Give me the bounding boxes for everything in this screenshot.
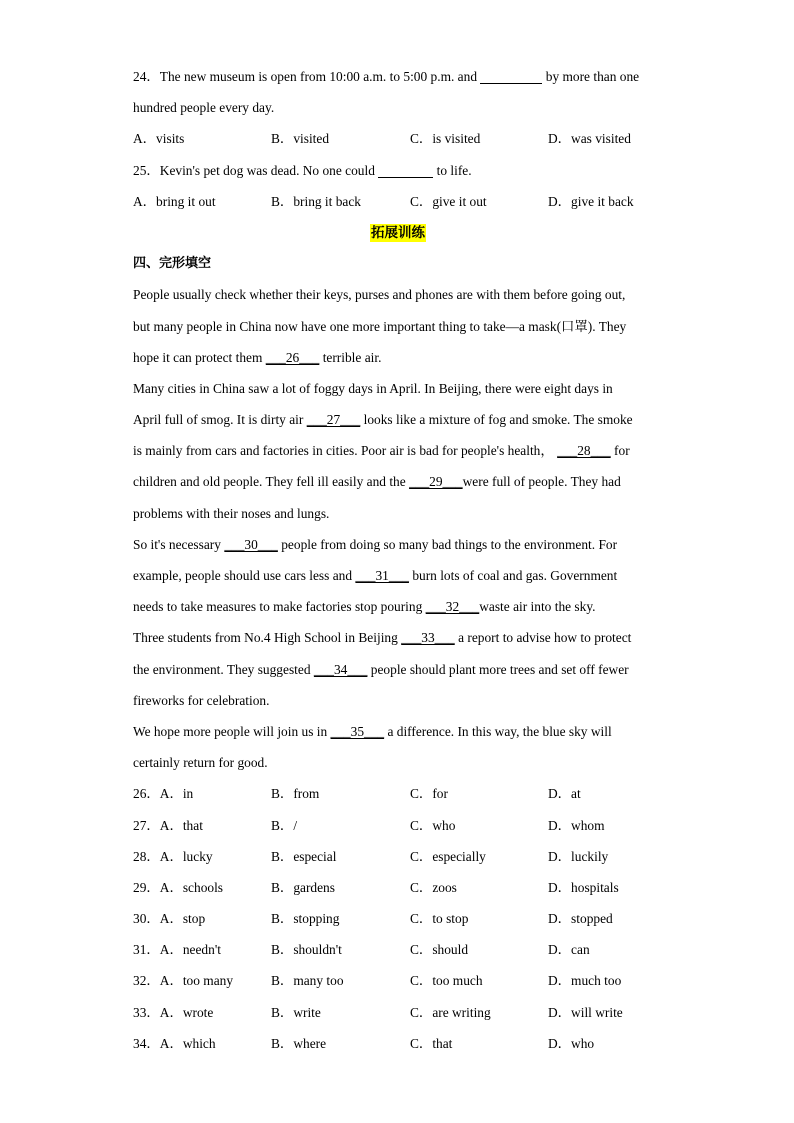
choice-row bbox=[133, 841, 663, 872]
blank-31: ___31___ bbox=[355, 568, 409, 583]
blank-27: ___27___ bbox=[306, 412, 361, 428]
option-c: C．give it out bbox=[410, 193, 487, 209]
worksheet-content bbox=[133, 61, 663, 1059]
blank-30: ___30___ bbox=[224, 536, 278, 552]
choice-a: 32．A．too many bbox=[133, 973, 234, 989]
choice-a: 34．A．which bbox=[133, 1035, 216, 1051]
option-d: D．give it back bbox=[548, 193, 634, 209]
choice-b: B．from bbox=[271, 786, 320, 802]
option-d: D．was visited bbox=[548, 131, 631, 147]
passage-line bbox=[133, 404, 663, 435]
choice-b: B．stopping bbox=[271, 911, 340, 927]
passage-line bbox=[133, 716, 663, 747]
passage-line bbox=[133, 560, 663, 591]
choice-b: B．many too bbox=[271, 973, 344, 989]
passage-text: April full of smog. It is dirty air bbox=[133, 412, 304, 428]
passage-line bbox=[133, 654, 663, 685]
choice-b: B．/ bbox=[271, 817, 298, 833]
passage-text: So it's necessary bbox=[133, 536, 221, 552]
choice-a: 30．A．stop bbox=[133, 911, 206, 927]
choice-c: C．should bbox=[410, 942, 469, 958]
passage-text: example, people should use cars less and bbox=[133, 568, 353, 583]
passage-text: the environment. They suggested bbox=[133, 661, 311, 677]
choice-c: C．who bbox=[410, 817, 456, 833]
option-b: B．visited bbox=[271, 131, 330, 147]
choice-d: D．luckily bbox=[548, 848, 609, 864]
passage-text: Three students from No.4 High School in Beijing bbox=[133, 630, 398, 646]
passage-line bbox=[133, 529, 663, 560]
passage-text: people should plant more trees and set off fewer bbox=[370, 661, 629, 677]
question-24-line-1 bbox=[133, 61, 663, 92]
passage-line bbox=[133, 466, 663, 497]
question-24-blank bbox=[480, 69, 542, 84]
extension-title-row bbox=[133, 217, 663, 248]
passage-text: We hope more people will join us in bbox=[133, 723, 328, 739]
section-title: 四、完形填空 bbox=[133, 256, 212, 272]
choice-list bbox=[133, 778, 663, 1059]
choice-d: D．much too bbox=[548, 973, 622, 989]
choice-c: C．for bbox=[410, 786, 448, 802]
choice-row bbox=[133, 934, 663, 965]
passage-line: problems with their noses and lungs. bbox=[133, 505, 330, 521]
choice-d: D．at bbox=[548, 786, 581, 802]
question-24-options bbox=[133, 123, 663, 154]
choice-d: D．hospitals bbox=[548, 879, 619, 895]
blank-34: ___34___ bbox=[313, 661, 368, 677]
option-b: B．bring it back bbox=[271, 193, 362, 209]
question-24-text-a: 24．The new museum is open from 10:00 a.m. to 5:00 p.m. and bbox=[133, 69, 478, 84]
choice-c: C．especially bbox=[410, 848, 486, 864]
choice-b: B．where bbox=[271, 1035, 327, 1051]
passage-text: hope it can protect them bbox=[133, 349, 263, 365]
passage-text: were full of people. They had bbox=[462, 474, 621, 490]
choice-row bbox=[133, 778, 663, 809]
option-a: A．visits bbox=[133, 131, 185, 147]
option-c: C．is visited bbox=[410, 131, 481, 147]
passage-text: a difference. In this way, the blue sky will bbox=[387, 723, 612, 739]
passage-text: a report to advise how to protect bbox=[458, 630, 632, 646]
blank-26: ___26___ bbox=[265, 349, 320, 365]
question-25-text-a: 25．Kevin's pet dog was dead. No one could bbox=[133, 162, 375, 178]
blank-29: ___29___ bbox=[409, 474, 463, 490]
passage-line: but many people in China now have one more important thing to take—a mask(口罩). They bbox=[133, 318, 627, 334]
question-24-line-2: hundred people every day. bbox=[133, 100, 275, 116]
passage-text: burn lots of coal and gas. Government bbox=[412, 568, 618, 583]
choice-c: C．to stop bbox=[410, 911, 469, 927]
passage-line: certainly return for good. bbox=[133, 755, 268, 771]
choice-b: B．gardens bbox=[271, 879, 335, 895]
option-a: A．bring it out bbox=[133, 193, 216, 209]
choice-a: 28．A．lucky bbox=[133, 848, 213, 864]
passage-line: fireworks for celebration. bbox=[133, 692, 270, 708]
question-25-options bbox=[133, 186, 663, 217]
passage-line bbox=[133, 435, 663, 466]
choice-row bbox=[133, 1028, 663, 1059]
choice-b: B．especial bbox=[271, 848, 337, 864]
choice-d: D．whom bbox=[548, 817, 605, 833]
choice-row bbox=[133, 872, 663, 903]
choice-d: D．can bbox=[548, 942, 590, 958]
blank-35: ___35___ bbox=[330, 723, 385, 739]
choice-c: C．zoos bbox=[410, 879, 457, 895]
passage-line bbox=[133, 622, 663, 653]
passage-text: looks like a mixture of fog and smoke. The smoke bbox=[363, 412, 633, 428]
choice-c: C．too much bbox=[410, 973, 483, 989]
choice-c: C．are writing bbox=[410, 1004, 491, 1020]
blank-28: ___28___ bbox=[557, 443, 611, 459]
choice-b: B．write bbox=[271, 1004, 321, 1020]
choice-d: D．stopped bbox=[548, 911, 613, 927]
passage-line bbox=[133, 342, 663, 373]
choice-a: 27．A．that bbox=[133, 817, 203, 833]
choice-a: 29．A．schools bbox=[133, 879, 224, 895]
choice-a: 26．A．in bbox=[133, 786, 194, 802]
choice-row bbox=[133, 965, 663, 996]
passage-text: for bbox=[614, 443, 630, 459]
choice-d: D．will write bbox=[548, 1004, 623, 1020]
choice-row bbox=[133, 997, 663, 1028]
blank-33: ___33___ bbox=[401, 630, 455, 646]
choice-a: 31．A．needn't bbox=[133, 942, 221, 958]
passage-line: Many cities in China saw a lot of foggy days in April. In Beijing, there were eight days in bbox=[133, 380, 613, 396]
passage-line bbox=[133, 591, 663, 622]
question-25-line bbox=[133, 155, 663, 186]
passage-text: needs to take measures to make factories stop pouring bbox=[133, 599, 423, 615]
passage-text: terrible air. bbox=[322, 349, 382, 365]
passage-line: People usually check whether their keys, purses and phones are with them before going out, bbox=[133, 287, 626, 303]
question-25-text-b: to life. bbox=[436, 162, 472, 178]
extension-title: 拓展训练 bbox=[371, 224, 425, 241]
question-25-blank bbox=[378, 163, 433, 178]
passage-text: people from doing so many bad things to the environment. For bbox=[281, 536, 618, 552]
choice-c: C．that bbox=[410, 1035, 453, 1051]
passage-text: waste air into the sky. bbox=[479, 599, 596, 615]
passage-text: children and old people. They fell ill easily and the bbox=[133, 474, 406, 490]
question-24-text-b: by more than one bbox=[545, 69, 640, 84]
choice-row bbox=[133, 810, 663, 841]
choice-d: D．who bbox=[548, 1035, 595, 1051]
passage-text: is mainly from cars and factories in cities. Poor air is bad for people's health， bbox=[133, 443, 554, 459]
choice-a: 33．A．wrote bbox=[133, 1004, 214, 1020]
choice-b: B．shouldn't bbox=[271, 942, 342, 958]
choice-row bbox=[133, 903, 663, 934]
blank-32: ___32___ bbox=[425, 599, 480, 615]
